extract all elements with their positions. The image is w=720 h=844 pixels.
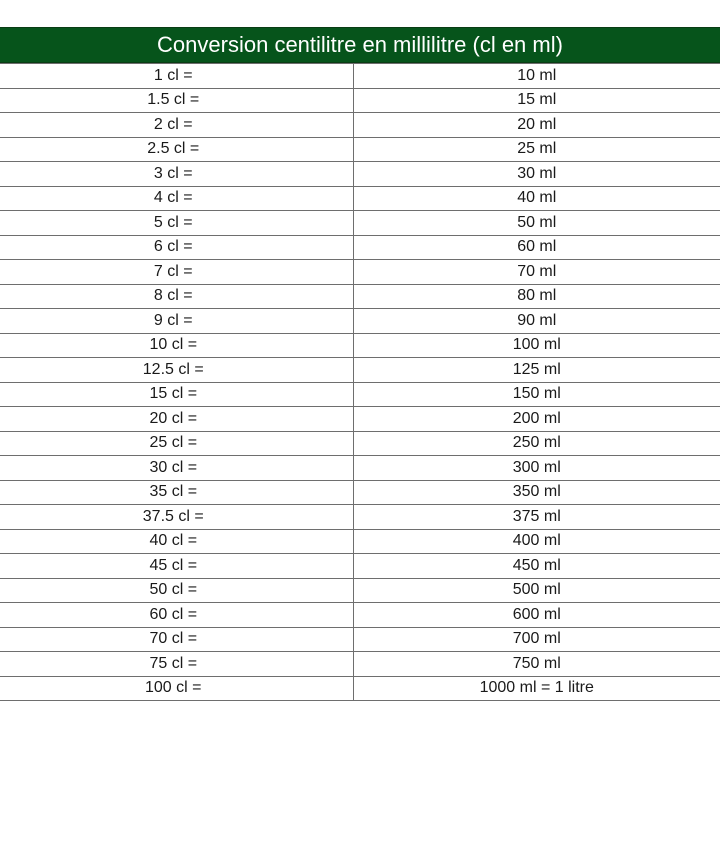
centilitre-cell: 25 cl = — [0, 431, 353, 456]
table-row — [0, 578, 720, 603]
centilitre-cell: 45 cl = — [0, 554, 353, 579]
centilitre-cell: 37.5 cl = — [0, 505, 353, 530]
centilitre-cell: 50 cl = — [0, 578, 353, 603]
millilitre-cell: 750 ml — [353, 652, 720, 677]
table-row — [0, 162, 720, 187]
centilitre-cell: 8 cl = — [0, 284, 353, 309]
millilitre-cell: 250 ml — [353, 431, 720, 456]
millilitre-cell: 125 ml — [353, 358, 720, 383]
centilitre-cell: 10 cl = — [0, 333, 353, 358]
centilitre-cell: 9 cl = — [0, 309, 353, 334]
millilitre-cell: 500 ml — [353, 578, 720, 603]
centilitre-cell: 7 cl = — [0, 260, 353, 285]
centilitre-cell: 75 cl = — [0, 652, 353, 677]
millilitre-cell: 40 ml — [353, 186, 720, 211]
table-row — [0, 652, 720, 677]
centilitre-cell: 70 cl = — [0, 627, 353, 652]
table-row — [0, 186, 720, 211]
table-row — [0, 333, 720, 358]
centilitre-cell: 1 cl = — [0, 64, 353, 89]
conversion-table — [0, 27, 720, 701]
centilitre-cell: 4 cl = — [0, 186, 353, 211]
centilitre-cell: 12.5 cl = — [0, 358, 353, 383]
table-row — [0, 211, 720, 236]
centilitre-cell: 2.5 cl = — [0, 137, 353, 162]
table-body — [0, 64, 720, 701]
centilitre-cell: 2 cl = — [0, 113, 353, 138]
millilitre-cell: 350 ml — [353, 480, 720, 505]
table-row — [0, 554, 720, 579]
centilitre-cell: 40 cl = — [0, 529, 353, 554]
centilitre-cell: 5 cl = — [0, 211, 353, 236]
millilitre-cell: 700 ml — [353, 627, 720, 652]
table-row — [0, 309, 720, 334]
table-row — [0, 603, 720, 628]
millilitre-cell: 60 ml — [353, 235, 720, 260]
millilitre-cell: 80 ml — [353, 284, 720, 309]
millilitre-cell: 200 ml — [353, 407, 720, 432]
table-row — [0, 407, 720, 432]
table-row — [0, 358, 720, 383]
table-row — [0, 113, 720, 138]
millilitre-cell: 10 ml — [353, 64, 720, 89]
millilitre-cell: 600 ml — [353, 603, 720, 628]
centilitre-cell: 1.5 cl = — [0, 88, 353, 113]
millilitre-cell: 50 ml — [353, 211, 720, 236]
millilitre-cell: 100 ml — [353, 333, 720, 358]
millilitre-cell: 25 ml — [353, 137, 720, 162]
millilitre-cell: 375 ml — [353, 505, 720, 530]
centilitre-cell: 60 cl = — [0, 603, 353, 628]
millilitre-cell: 20 ml — [353, 113, 720, 138]
millilitre-cell: 450 ml — [353, 554, 720, 579]
millilitre-cell: 400 ml — [353, 529, 720, 554]
table-row — [0, 431, 720, 456]
millilitre-cell: 90 ml — [353, 309, 720, 334]
table-title: Conversion centilitre en millilitre (cl en ml) — [0, 27, 720, 63]
table-row — [0, 505, 720, 530]
centilitre-cell: 3 cl = — [0, 162, 353, 187]
centilitre-cell: 6 cl = — [0, 235, 353, 260]
table-row — [0, 284, 720, 309]
table-row — [0, 480, 720, 505]
table-row — [0, 676, 720, 701]
millilitre-cell: 1000 ml = 1 litre — [353, 676, 720, 701]
table-row — [0, 456, 720, 481]
centilitre-cell: 20 cl = — [0, 407, 353, 432]
table-row — [0, 382, 720, 407]
millilitre-cell: 30 ml — [353, 162, 720, 187]
millilitre-cell: 15 ml — [353, 88, 720, 113]
table-row — [0, 235, 720, 260]
centilitre-cell: 35 cl = — [0, 480, 353, 505]
millilitre-cell: 70 ml — [353, 260, 720, 285]
table-row — [0, 627, 720, 652]
centilitre-cell: 100 cl = — [0, 676, 353, 701]
centilitre-cell: 30 cl = — [0, 456, 353, 481]
table-row — [0, 260, 720, 285]
millilitre-cell: 150 ml — [353, 382, 720, 407]
conversion-grid — [0, 63, 720, 701]
table-row — [0, 529, 720, 554]
centilitre-cell: 15 cl = — [0, 382, 353, 407]
millilitre-cell: 300 ml — [353, 456, 720, 481]
table-row — [0, 88, 720, 113]
table-row — [0, 137, 720, 162]
table-row — [0, 64, 720, 89]
